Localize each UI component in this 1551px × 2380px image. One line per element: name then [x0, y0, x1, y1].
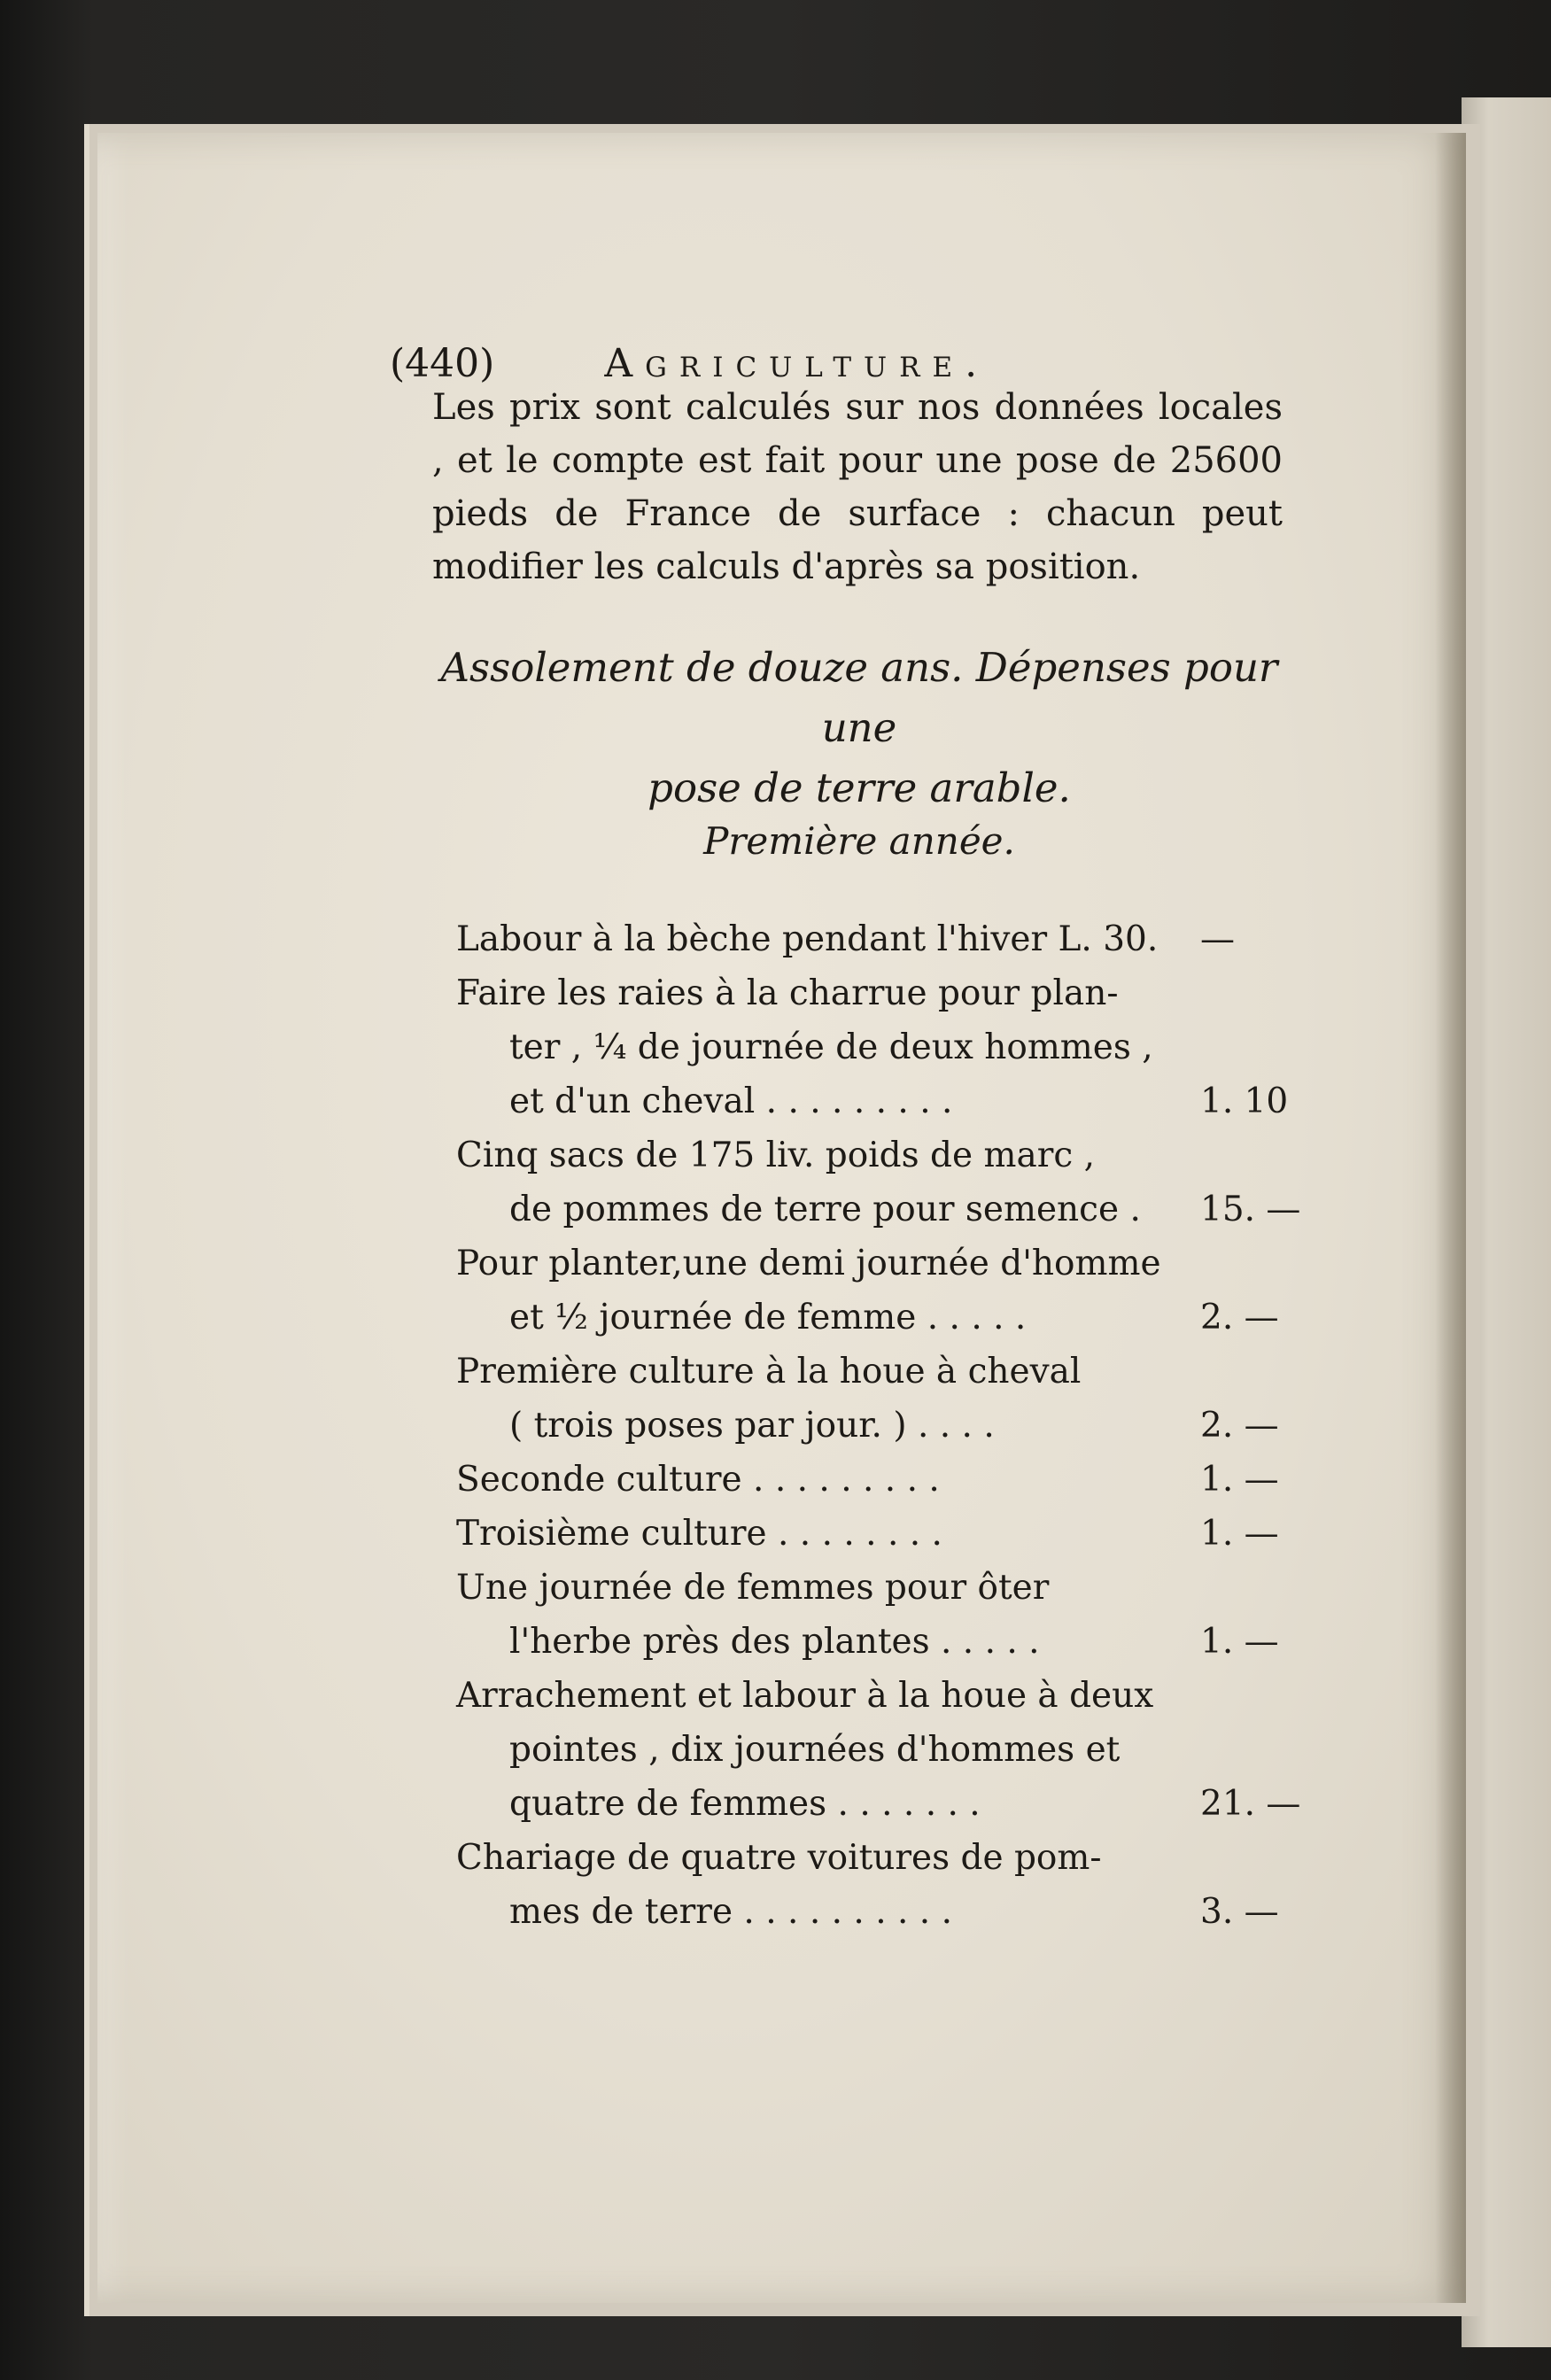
expense-entry [456, 912, 1333, 966]
expense-entry-text: de pommes de terre pour semence . [509, 1190, 1141, 1229]
expense-entry-line [456, 1182, 1333, 1237]
expense-entry-line [456, 1885, 1333, 1939]
expense-entry-line [456, 1777, 1333, 1831]
page-number: (440) [390, 341, 495, 386]
expense-entry-text: Chariage de quatre voitures de pom- [456, 1838, 1102, 1878]
expense-amount: — [1200, 919, 1235, 959]
page-gutter-shadow [1435, 133, 1466, 2303]
expense-entry-text: ( trois poses par jour. ) . . . . [509, 1406, 995, 1446]
expense-entry-text: Cinq sacs de 175 liv. poids de marc , [456, 1136, 1095, 1175]
expense-entry [456, 1128, 1333, 1237]
expense-amount: 1. — [1200, 1460, 1279, 1500]
section-title-line-1: Assolement de douze ans. Dépenses pour une [440, 644, 1278, 751]
section-title [416, 638, 1302, 818]
expense-entry-line [456, 1399, 1333, 1453]
running-header [390, 341, 989, 386]
expense-entry-line [456, 1723, 1333, 1777]
expense-amount: 21. — [1200, 1784, 1301, 1824]
expense-entry-text: Labour à la bèche pendant l'hiver L. 30. [456, 919, 1159, 959]
expense-amount: 15. — [1200, 1190, 1301, 1229]
expense-entry [456, 966, 1333, 1128]
year-subheading: Première année. [703, 819, 1015, 863]
expense-entry [456, 1669, 1333, 1831]
expense-entry-text: pointes , dix journées d'hommes et [509, 1730, 1121, 1770]
expense-list [456, 912, 1333, 1939]
expense-entry-line [456, 1561, 1333, 1615]
expense-entry [456, 1453, 1333, 1507]
running-title: Agriculture. [604, 341, 990, 386]
expense-entry-text: et ½ journée de femme . . . . . [509, 1298, 1027, 1337]
expense-entry [456, 1831, 1333, 1939]
expense-entry [456, 1237, 1333, 1345]
expense-amount: 2. — [1200, 1298, 1279, 1337]
section-title-line-2: pose de terre arable. [648, 764, 1071, 811]
expense-entry-line [456, 1669, 1333, 1723]
expense-amount: 1. — [1200, 1622, 1279, 1662]
expense-amount: 2. — [1200, 1406, 1279, 1446]
expense-amount: 1. 10 [1200, 1081, 1289, 1121]
expense-entry [456, 1561, 1333, 1669]
expense-entry-text: mes de terre . . . . . . . . . . [509, 1892, 952, 1932]
expense-entry-line [456, 1074, 1333, 1128]
expense-entry-line [456, 1291, 1333, 1345]
expense-entry-line [456, 1453, 1333, 1507]
expense-amount: 1. — [1200, 1514, 1279, 1554]
expense-entry-line [456, 1128, 1333, 1182]
expense-entry [456, 1345, 1333, 1453]
expense-entry-text: et d'un cheval . . . . . . . . . [509, 1081, 953, 1121]
expense-entry-text: Seconde culture . . . . . . . . . [456, 1460, 940, 1500]
expense-entry-line [456, 1237, 1333, 1291]
expense-entry-line [456, 1507, 1333, 1561]
expense-entry-line [456, 1831, 1333, 1885]
expense-entry-text: quatre de femmes . . . . . . . [509, 1784, 981, 1824]
expense-entry [456, 1507, 1333, 1561]
expense-entry-line [456, 1345, 1333, 1399]
expense-entry-text: Arrachement et labour à la houe à deux [456, 1676, 1154, 1716]
expense-entry-line [456, 1020, 1333, 1074]
expense-entry-text: Troisième culture . . . . . . . . [456, 1514, 942, 1554]
expense-entry-line [456, 912, 1333, 966]
expense-amount: 3. — [1200, 1892, 1279, 1932]
expense-entry-text: Pour planter,une demi journée d'homme [456, 1244, 1161, 1283]
expense-entry-text: ter , ¼ de journée de deux hommes , [509, 1027, 1153, 1067]
expense-entry-text: Faire les raies à la charrue pour plan- [456, 973, 1119, 1013]
expense-entry-line [456, 966, 1333, 1020]
expense-entry-text: l'herbe près des plantes . . . . . [509, 1622, 1040, 1662]
expense-entry-text: Une journée de femmes pour ôter [456, 1568, 1050, 1608]
expense-entry-line [456, 1615, 1333, 1669]
expense-entry-text: Première culture à la houe à cheval [456, 1352, 1082, 1392]
intro-paragraph: Les prix sont calculés sur nos données locales , et le compte est fait pour une pose de 25600 pieds de France de surface : chacun peut modifier les calculs d'après sa position. [432, 387, 1283, 587]
